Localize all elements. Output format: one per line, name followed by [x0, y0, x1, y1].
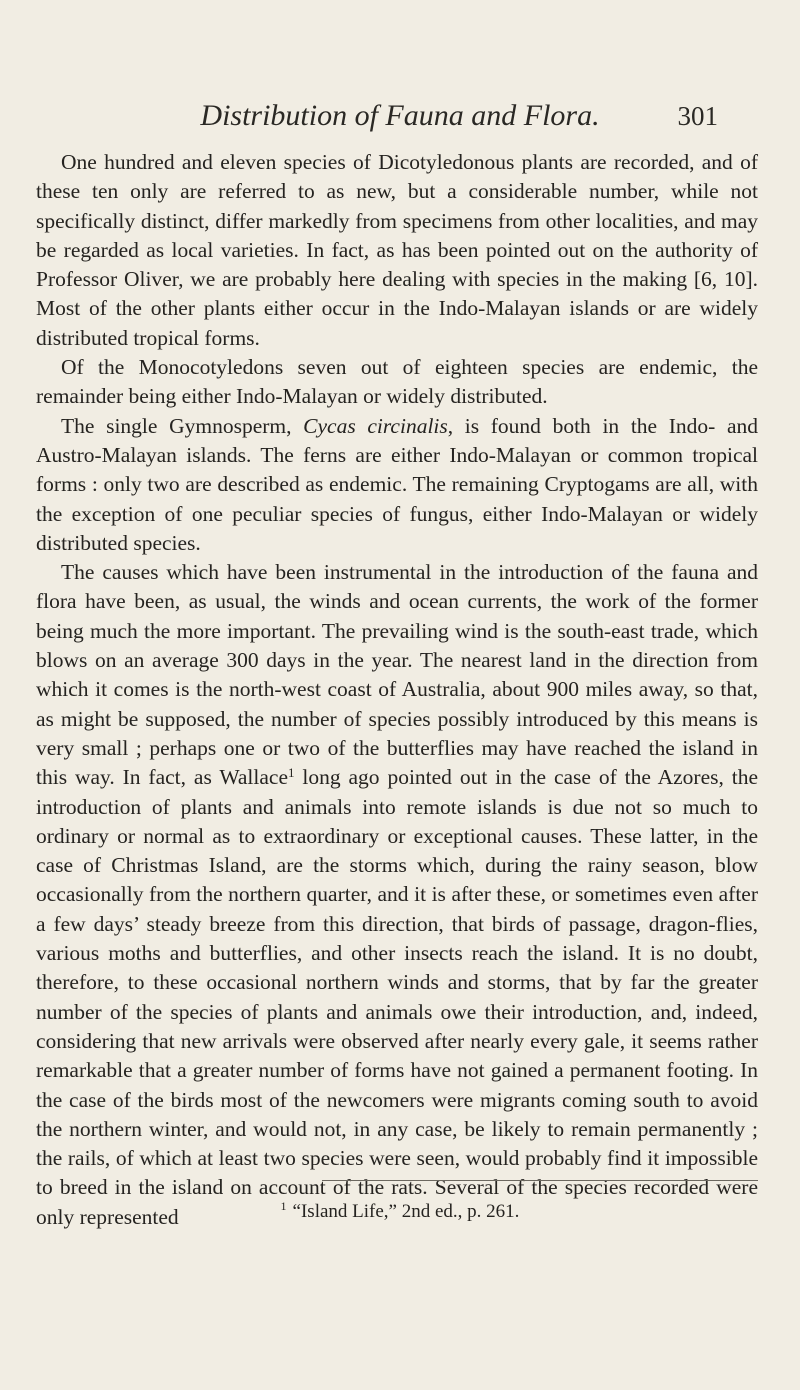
- paragraph: [36, 353, 758, 412]
- paragraph-text: The single Gymnosperm,: [61, 413, 304, 438]
- body-text: [36, 148, 758, 1232]
- paragraph-text: The causes which have been instrumental in the introduction of the fauna and flora have been, as usual, the winds and ocean currents, the work of the former being much the more important. The prevailing wind is the south-east trade, which blows on an average 300 days in the year. The nearest land in the direction from which it comes is the north-west coast of Australia, about 900 miles away, so that, as might be supposed, the number of species possibly introduced by this means is very small ; perhaps one or two of the butterflies may have reached the island in this way. In fact, as Wallace: [36, 560, 758, 790]
- footnote: [0, 1192, 800, 1226]
- footnote-rule: [322, 1180, 758, 1181]
- running-title: Distribution of Fauna and Flora.: [200, 99, 600, 132]
- running-head: [0, 96, 800, 136]
- footnote-text: “Island Life,” 2nd ed., p. 261.: [292, 1201, 520, 1222]
- paragraph: [36, 148, 758, 353]
- species-name: Cycas circinalis: [303, 413, 448, 438]
- paragraph-text: , is found both in the Indo- and Austro-Malayan islands. The ferns are either Indo-Malayan or common tropical forms : only two are described as endemic. The remaining Cryptogams are all, with the exception of one peculiar species of fungus, either Indo-Malayan or widely distributed species.: [36, 413, 758, 555]
- paragraph: [36, 558, 758, 1232]
- footnote-reference: 1: [288, 765, 295, 781]
- paragraph-text: Of the Monocotyledons seven out of eighteen species are endemic, the remainder being either Indo-Malayan or widely distributed.: [36, 355, 758, 409]
- page-number: 301: [677, 101, 718, 131]
- footnote-number: 1: [280, 1199, 287, 1213]
- paragraph: [36, 412, 758, 558]
- paragraph-text: long ago pointed out in the case of the Azores, the introduction of plants and animals into remote islands is due not so much to ordinary or normal as to extraordinary or exceptional causes. These latter, in the case of Christmas Island, are the storms which, during the rainy season, blow occasionally from the northern quarter, and it is after these, or sometimes even after a few days’ steady breeze from this direction, that birds of passage, dragon-flies, various moths and butterflies, and other insects reach the island. It is no doubt, therefore, to these occasional northern winds and storms, that by far the greater number of the species of plants and animals owe their introduction, and, indeed, considering that new arrivals were observed after nearly every gale, it seems rather remarkable that a greater number of forms have not gained a permanent footing. In the case of the birds most of the newcomers were migrants coming south to avoid the northern winter, and would not, in any case, be likely to remain permanently ; the rails, of which at least two species were seen, would probably find it impossible to breed in the island on account of the rats. Several of the species recorded were only represented: [36, 765, 759, 1229]
- paragraph-text: One hundred and eleven species of Dicotyledonous plants are recorded, and of these ten only are referred to as new, but a considerable number, while not specifically distinct, differ markedly from specimens from other localities, and may be regarded as local varieties. In fact, as has been pointed out on the authority of Professor Oliver, we are probably here dealing with species in the making [6, 10]. Most of the other plants either occur in the Indo-Malayan islands or are widely distributed tropical forms.: [36, 150, 758, 350]
